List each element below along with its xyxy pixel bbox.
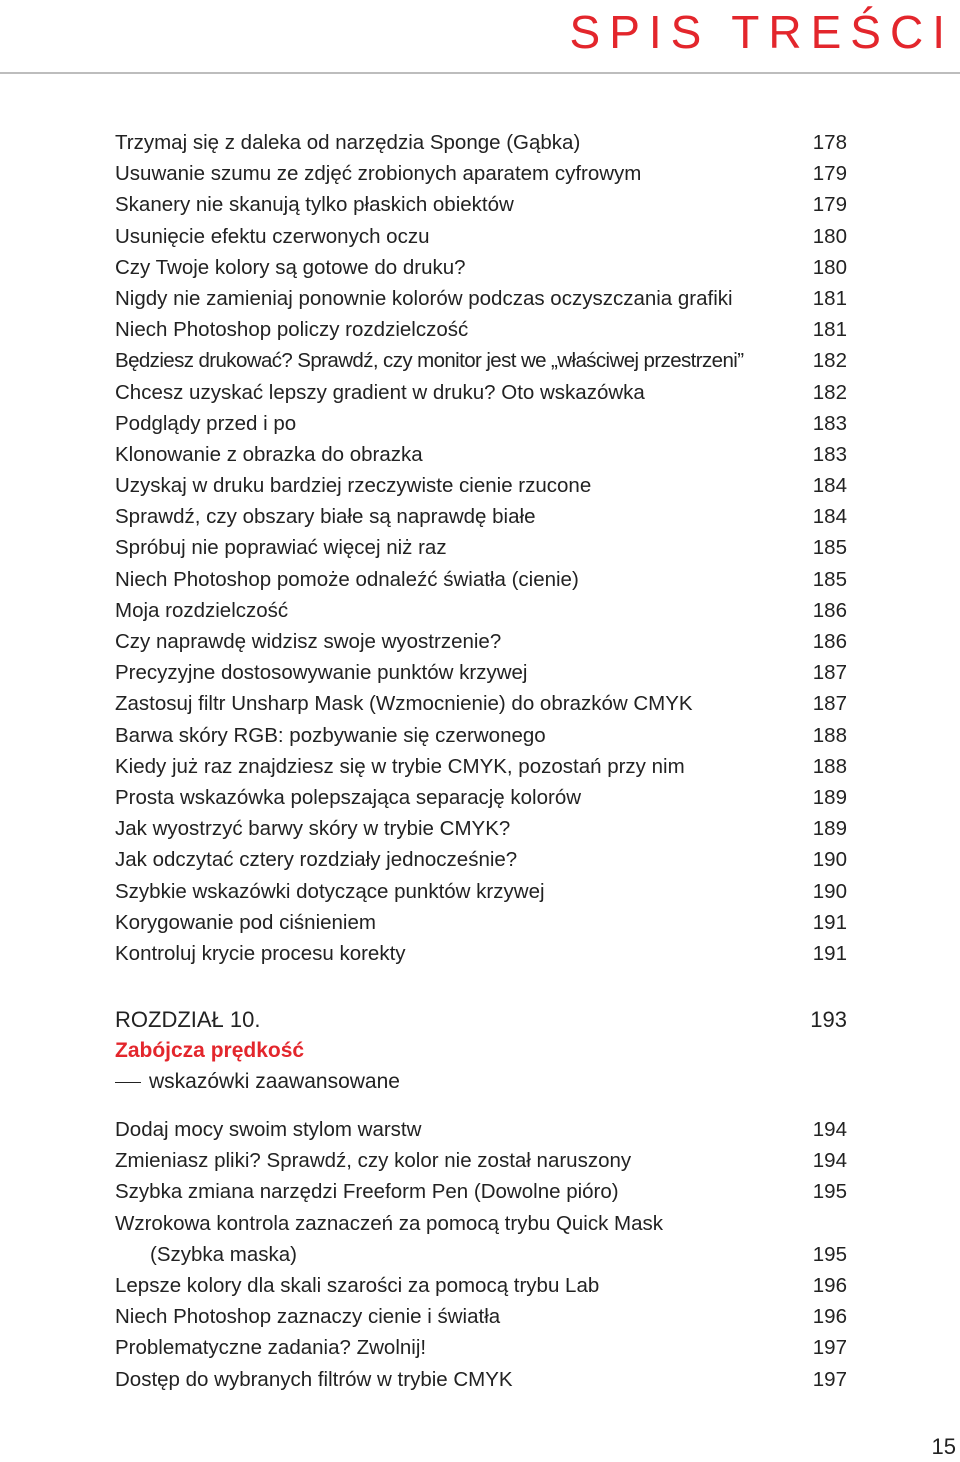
toc-entry[interactable] (115, 127, 847, 158)
toc-entry[interactable] (115, 876, 847, 907)
toc-entry[interactable] (115, 1364, 847, 1395)
page-number: 15 (931, 1434, 956, 1459)
chapter-heading (115, 1004, 847, 1097)
toc-entry[interactable] (115, 1332, 847, 1363)
toc-entry-page: 178 (812, 131, 847, 154)
toc-entry-page: 190 (812, 848, 847, 872)
toc-entry[interactable] (115, 377, 847, 408)
toc-entry-page: 181 (812, 286, 847, 310)
chapter-page[interactable]: 193 (810, 1007, 847, 1032)
toc-entry-title-line: Wzrokowa kontrola zaznaczeń za pomocą trybu Quick Mask (115, 1211, 664, 1235)
toc-entry-title: Podglądy przed i po (115, 411, 297, 435)
toc-entry-title: Sprawdź, czy obszary białe są naprawdę białe (115, 505, 536, 529)
toc-entry-title: Skanery nie skanują tylko płaskich obiektów (115, 193, 514, 217)
toc-entry-title (115, 1208, 803, 1270)
toc-entry-title: Zmieniasz pliki? Sprawdź, czy kolor nie został naruszony (115, 1149, 632, 1173)
toc-entry[interactable] (115, 720, 847, 751)
toc-entry-title: Lepsze kolory dla skali szarości za pomocą trybu Lab (115, 1273, 600, 1297)
toc-entry-title: Zastosuj filtr Unsharp Mask (Wzmocnienie) do obrazków CMYK (115, 692, 693, 716)
toc-entry-title: Szybkie wskazówki dotyczące punktów krzywej (115, 879, 545, 903)
toc-entry-page: 191 (812, 910, 847, 934)
toc-entry[interactable] (115, 1301, 847, 1332)
toc-entry-page: 195 (812, 1242, 847, 1266)
toc-entry-page: 179 (812, 162, 847, 186)
toc-entry-page: 189 (812, 817, 847, 841)
toc-entry-page: 195 (812, 1180, 847, 1204)
toc-entry[interactable] (115, 221, 847, 252)
toc-entry[interactable] (115, 283, 847, 314)
toc-entry-page: 181 (812, 318, 847, 342)
toc-entry-page: 180 (812, 224, 847, 248)
toc-entry-title: Chcesz uzyskać lepszy gradient w druku? Oto wskazówka (115, 380, 645, 404)
toc-entry-page: 190 (812, 879, 847, 903)
toc-entry[interactable] (115, 907, 847, 938)
toc-list-part2 (115, 1114, 847, 1395)
toc-entry-title: Barwa skóry RGB: pozbywanie się czerwonego (115, 723, 546, 747)
toc-entry[interactable] (115, 1208, 847, 1270)
toc-entry-title: Kiedy już raz znajdziesz się w trybie CMYK, pozostań przy nim (115, 754, 685, 778)
toc-entry-title: Niech Photoshop pomoże odnaleźć światła (cienie) (115, 567, 579, 591)
toc-entry-page: 187 (812, 692, 847, 716)
toc-entry-page: 197 (812, 1336, 847, 1360)
em-dash-line (115, 1082, 141, 1083)
toc-entry[interactable] (115, 408, 847, 439)
toc-entry[interactable] (115, 439, 847, 470)
toc-entry-title: Trzymaj się z daleka od narzędzia Sponge (Gąbka) (115, 131, 581, 154)
toc-entry[interactable] (115, 688, 847, 719)
toc-entry-page: 180 (812, 255, 847, 279)
toc-entry-page: 183 (812, 442, 847, 466)
toc-entry-title: Niech Photoshop policzy rozdzielczość (115, 318, 469, 342)
toc-entry[interactable] (115, 626, 847, 657)
toc-entry-page: 182 (812, 380, 847, 404)
toc-entry[interactable] (115, 751, 847, 782)
toc-entry[interactable] (115, 189, 847, 220)
toc-entry-page: 189 (812, 785, 847, 809)
toc-entry-title: Kontroluj krycie procesu korekty (115, 941, 406, 965)
toc-entry-page: 186 (812, 598, 847, 622)
chapter-subtitle-text: wskazówki zaawansowane (149, 1070, 400, 1093)
toc-entry-title: Dodaj mocy swoim stylom warstw (115, 1118, 422, 1141)
toc-entry-title: Prosta wskazówka polepszająca separację kolorów (115, 785, 582, 809)
toc-entry-page: 185 (812, 567, 847, 591)
toc-entry-title: Będziesz drukować? Sprawdź, czy monitor jest we „właściwej przestrzeni” (115, 349, 744, 373)
toc-entry[interactable] (115, 470, 847, 501)
toc-entry-page: 196 (812, 1273, 847, 1297)
header-divider (0, 72, 960, 74)
toc-entry[interactable] (115, 1114, 847, 1145)
toc-entry-title: Korygowanie pod ciśnieniem (115, 910, 376, 934)
toc-list-part1 (115, 127, 847, 969)
toc-entry-page: 182 (812, 349, 847, 373)
toc-entry-title: Czy naprawdę widzisz swoje wyostrzenie? (115, 630, 502, 653)
toc-entry-page: 194 (812, 1149, 847, 1173)
toc-entry[interactable] (115, 501, 847, 532)
toc-entry[interactable] (115, 595, 847, 626)
chapter-name: Zabójcza prędkość (115, 1039, 305, 1062)
toc-entry-page: 184 (812, 474, 847, 498)
toc-entry[interactable] (115, 532, 847, 563)
toc-entry[interactable] (115, 1270, 847, 1301)
toc-entry-page: 184 (812, 505, 847, 529)
toc-entry[interactable] (115, 1176, 847, 1207)
toc-entry-title: Usunięcie efektu czerwonych oczu (115, 224, 430, 248)
toc-entry-title: Dostęp do wybranych filtrów w trybie CMYK (115, 1367, 513, 1391)
toc-entry-title: Szybka zmiana narzędzi Freeform Pen (Dowolne pióro) (115, 1180, 619, 1204)
toc-entry-page: 196 (812, 1305, 847, 1329)
toc-entry[interactable] (115, 782, 847, 813)
toc-entry-page: 188 (812, 754, 847, 778)
toc-entry-title: Spróbuj nie poprawiać więcej niż raz (115, 536, 447, 560)
toc-entry[interactable] (115, 314, 847, 345)
page-title: SPIS TREŚCI (569, 6, 954, 58)
toc-entry-page: 197 (812, 1367, 847, 1391)
toc-entry[interactable] (115, 844, 847, 875)
toc-entry-page: 185 (812, 536, 847, 560)
toc-entry-title: Precyzyjne dostosowywanie punktów krzywej (115, 661, 528, 685)
chapter-head-row (115, 1004, 847, 1035)
toc-entry-title-continuation: (Szybka maska) (150, 1242, 297, 1266)
toc-entry-title: Usuwanie szumu ze zdjęć zrobionych aparatem cyfrowym (115, 162, 642, 186)
toc-entry-title: Czy Twoje kolory są gotowe do druku? (115, 255, 466, 279)
toc-entry-page: 186 (812, 630, 847, 653)
toc-entry-title: Klonowanie z obrazka do obrazka (115, 442, 423, 466)
toc-entry-page: 183 (812, 411, 847, 435)
toc-entry-title: Jak odczytać cztery rozdziały jednocześnie? (115, 848, 518, 872)
toc-entry[interactable] (115, 1145, 847, 1176)
toc-entry[interactable] (115, 564, 847, 595)
toc-entry[interactable] (115, 345, 847, 376)
toc-entry[interactable] (115, 813, 847, 844)
toc-entry[interactable] (115, 657, 847, 688)
toc-entry-page: 194 (812, 1118, 847, 1141)
toc-entry-title: Moja rozdzielczość (115, 598, 289, 622)
toc-entry-title: Uzyskaj w druku bardziej rzeczywiste cienie rzucone (115, 474, 592, 498)
toc-entry-title: Niech Photoshop zaznaczy cienie i światła (115, 1305, 501, 1329)
chapter-subtitle (115, 1066, 847, 1097)
toc-entry-page: 179 (812, 193, 847, 217)
chapter-label[interactable]: ROZDZIAŁ 10. (115, 1007, 261, 1032)
toc-entry-title: Problematyczne zadania? Zwolnij! (115, 1336, 427, 1360)
toc-entry[interactable] (115, 158, 847, 189)
toc-entry-page: 191 (812, 941, 847, 965)
toc-entry-title: Jak wyostrzyć barwy skóry w trybie CMYK? (115, 817, 511, 841)
toc-entry[interactable] (115, 252, 847, 283)
toc-entry-page: 188 (812, 723, 847, 747)
toc-entry-title: Nigdy nie zamieniaj ponownie kolorów podczas oczyszczania grafiki (115, 286, 733, 310)
toc-entry-page: 187 (812, 661, 847, 685)
toc-entry[interactable] (115, 938, 847, 969)
